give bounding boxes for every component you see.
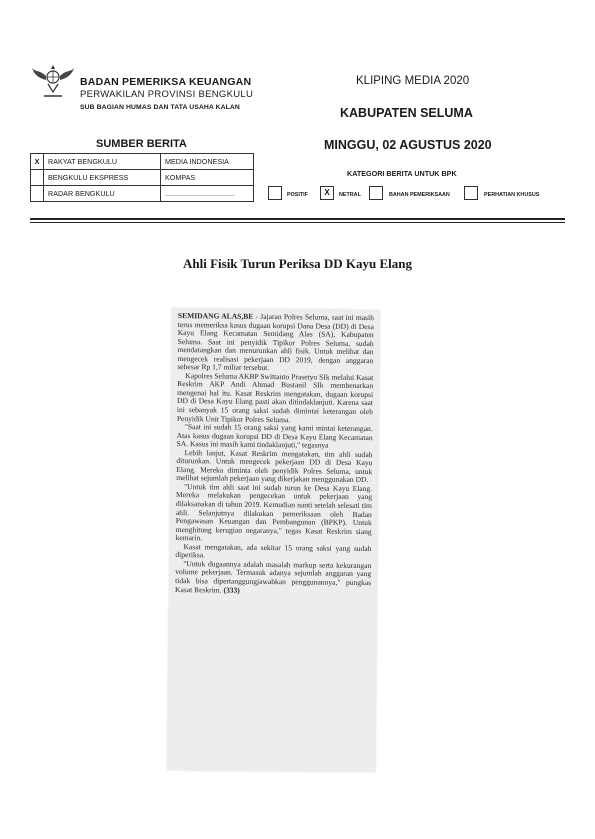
source-cell: RAKYAT BENGKULU <box>44 154 161 170</box>
table-row <box>31 186 254 202</box>
source-cell: RADAR BENGKULU <box>44 186 161 202</box>
sumber-berita-table <box>30 153 254 202</box>
article-paragraph: "Untuk tim ahli saat ini sudah turun ke Desa Kayu Elang. Mereka melakukan pengecekan untuk pekerjaan yang dilaksanakan di tahun 2019. Kemudian nanti setelah selesati tim ahli. Selanjutnya dilakukan pemeriksaan oleh Badan Pengawasan Keuangan dan Pembangunan (BPKP). Untuk menghitung kerugian negaranya," tegas Kasat Reskrim siang kemarin. <box>175 482 373 543</box>
article-paragraph: "Saat ini sudah 15 orang saksi yang kami mintai keterangan. Atas kasus dugaan korupsi DD di Desa Kayu Elang Kecamatan SA. Kasus ini masih kami tindaklanjuti," tegasnya <box>176 422 373 450</box>
category-checkbox-positif <box>268 186 282 200</box>
article-paragraph: Lebih lanjut, Kasat Reskrim mengatakan, tim ahli sudah diturunkan. Untuk mengecek pekerjaan DD di Desa Kayu Elang. Mereka diminta oleh penyidik Polres Seluma, untuk melihat sejumlah pekerjaan yang dikerjakan menggunakan DD. <box>176 447 373 485</box>
author-code: (333) <box>221 585 240 595</box>
kliping-label: KLIPING MEDIA 2020 <box>356 75 470 87</box>
category-checkbox-perhatian-khusus <box>464 186 478 200</box>
category-checkbox-netral: X <box>320 186 334 200</box>
check-cell <box>31 170 44 186</box>
table-row <box>31 154 254 170</box>
dateline: SEMIDANG ALAS,BE <box>177 311 254 321</box>
region-title: KABUPATEN SELUMA <box>340 106 473 120</box>
kategori-title: KATEGORI BERITA UNTUK BPK <box>347 169 457 178</box>
source-cell: ................................... <box>161 186 254 202</box>
table-row <box>31 170 254 186</box>
paragraph-text: - Jajaran Polres Seluma, saat ini masih terus memeriksa kasus dugaan korupsi Dana Desa (DD) di Desa Kayu Elang Kecamatan Semidang Alas (SA), Kabupaten Seluma. Saat ini penyidik Tipikor Polres Seluma, sudah mendatangkan dan menurunkan ahli fisik. Untuk melihat dan mengecek realisasi pekerjaan DD 2019, dengan anggaran sebesar Rp 1,7 miliar tersebut. <box>177 311 374 373</box>
article-body <box>175 312 374 596</box>
category-label-perhatian-khusus: PERHATIAN KHUSUS <box>484 192 540 198</box>
sumber-berita-title: SUMBER BERITA <box>96 138 187 150</box>
header-divider-thin <box>30 222 565 223</box>
category-checkbox-bahan-pemeriksaan <box>369 186 383 200</box>
article-paragraph <box>175 560 371 596</box>
source-cell: KOMPAS <box>161 170 254 186</box>
article-paragraph <box>177 312 374 374</box>
category-label-bahan-pemeriksaan: BAHAN PEMERIKSAAN <box>389 192 450 198</box>
check-cell <box>31 186 44 202</box>
check-cell: X <box>31 154 44 170</box>
article-paragraph: Kapolres Seluma AKBP Swittanto Prasetyo SIk melalui Kasat Reskrim AKP Andi Ahmad Bustanil SIk membenarkan mengenai hal itu. Kasat Reskrim mengatakan, dugaan korupsi DD di Desa Kayu Elang pasti akan ditindaklanjuti. Karena saat ini sebanyak 15 orang saksi sudah dimintai keterangan oleh Penyidik Unit Tipikor Polres Seluma. <box>176 370 374 424</box>
source-cell: MEDIA INDONESIA <box>161 154 254 170</box>
org-name: BADAN PEMERIKSA KEUANGAN <box>80 76 252 88</box>
garuda-emblem-logo <box>30 62 76 102</box>
category-label-positif: POSITIF <box>287 192 308 198</box>
article-paragraph: Kasat mengatakan, ada sekitar 15 orang saksi yang sudah diperiksa. <box>175 541 372 560</box>
category-label-netral: NETRAL <box>339 192 361 198</box>
clip-date: MINGGU, 02 AGUSTUS 2020 <box>324 138 492 152</box>
org-branch: PERWAKILAN PROVINSI BENGKULU <box>80 89 254 100</box>
paragraph-text: "Untuk dugaannya adalah masalah markup serta kekurangan volume pekerjaan. Termasuk adanya sejumlah anggaran yang tidak bisa dipertanggungjawabkan penggunannya," pungkas Kasat Reskrim. <box>175 558 372 595</box>
newspaper-clipping <box>167 308 380 772</box>
article-headline: Ahli Fisik Turun Periksa DD Kayu Elang <box>182 256 412 271</box>
header-divider <box>30 218 565 220</box>
source-cell: BENGKULU EKSPRESS <box>44 170 161 186</box>
org-subdivision: SUB BAGIAN HUMAS DAN TATA USAHA KALAN <box>80 104 240 111</box>
